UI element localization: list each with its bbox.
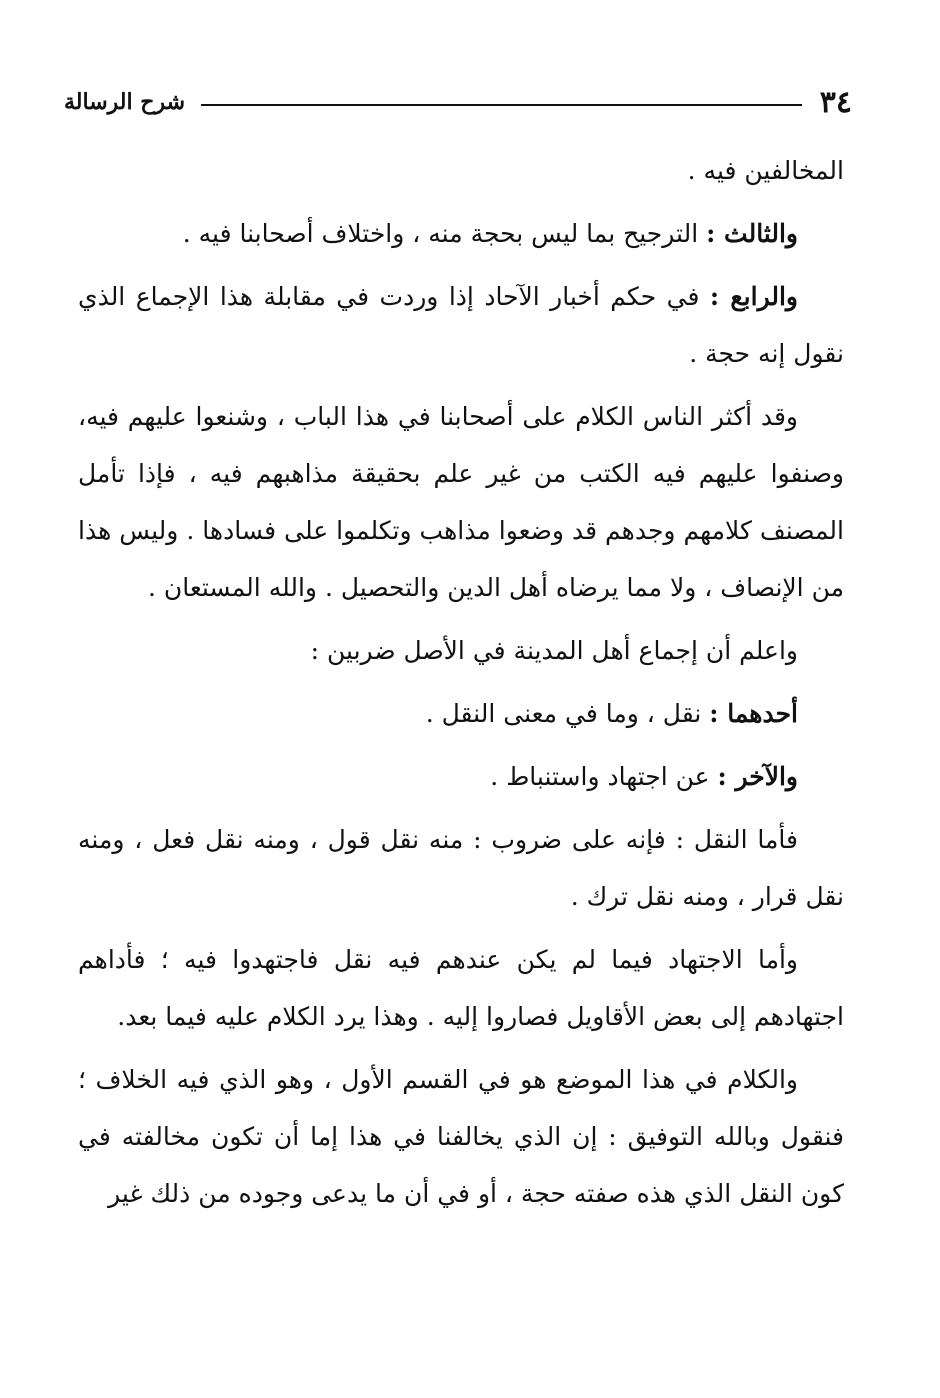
paragraph-two-types [78, 622, 844, 679]
paragraph-text: وأما الاجتهاد فيما لم يكن عندهم فيه نقل فاجتهدوا فيه ؛ فأداهم اجتهادهم إلى بعض الأقاويل فصاروا إليه . وهذا يرد الكلام عليه فيما بعد. [78, 945, 844, 1031]
body-text [78, 142, 844, 1222]
paragraph-text: نقل ، وما في معنى النقل . [425, 699, 710, 728]
paragraph-text: والكلام في هذا الموضع هو في القسم الأول ، وهو الذي فيه الخلاف ؛ فنقول وبالله التوفيق : إن الذي يخالفنا في هذا إما أن تكون مخالفته في كون النقل الذي هذه صفته حجة ، أو في أن ما يدعى وجوده من ذلك غير [78, 1065, 844, 1208]
paragraph-text: واعلم أن إجماع أهل المدينة في الأصل ضربين : [310, 636, 798, 665]
paragraph-third-point [78, 205, 844, 262]
paragraph-text: عن اجتهاد واستنباط . [490, 762, 718, 791]
running-title: شرح الرسالة [64, 89, 186, 115]
lead-term: أحدهما : [709, 699, 798, 728]
paragraph-fourth-point [78, 268, 844, 382]
lead-term: والآخر : [717, 762, 798, 791]
paragraph-discussion [78, 1051, 844, 1222]
lead-term: والثالث : [706, 219, 798, 248]
paragraph-text: المخالفين فيه . [687, 156, 844, 185]
paragraph-criticism [78, 388, 844, 616]
paragraph-text: الترجيح بما ليس بحجة منه ، واختلاف أصحابنا فيه . [182, 219, 707, 248]
page-header [64, 82, 852, 122]
paragraph-transmission [78, 811, 844, 925]
paragraph-first-type [78, 685, 844, 742]
header-rule [201, 104, 802, 106]
paragraph-ijtihad [78, 931, 844, 1045]
paragraph-text: وقد أكثر الناس الكلام على أصحابنا في هذا الباب ، وشنعوا عليهم فيه، وصنفوا عليهم فيه الكتب من غير علم بحقيقة مذاهبهم فيه ، فإذا تأمل المصنف كلامهم وجدهم قد وضعوا مذاهب وتكلموا على فسادها . وليس هذا من الإنصاف ، ولا مما يرضاه أهل الدين والتحصيل . والله المستعان . [78, 402, 844, 602]
paragraph-continuation [78, 142, 844, 199]
paragraph-text: فأما النقل : فإنه على ضروب : منه نقل قول ، ومنه نقل فعل ، ومنه نقل قرار ، ومنه نقل ترك . [78, 825, 844, 911]
paragraph-text: في حكم أخبار الآحاد إذا وردت في مقابلة هذا الإجماع الذي نقول إنه حجة . [78, 282, 844, 368]
page-number: ٣٤ [819, 84, 852, 120]
lead-term: والرابع : [709, 282, 798, 311]
paragraph-second-type [78, 748, 844, 805]
